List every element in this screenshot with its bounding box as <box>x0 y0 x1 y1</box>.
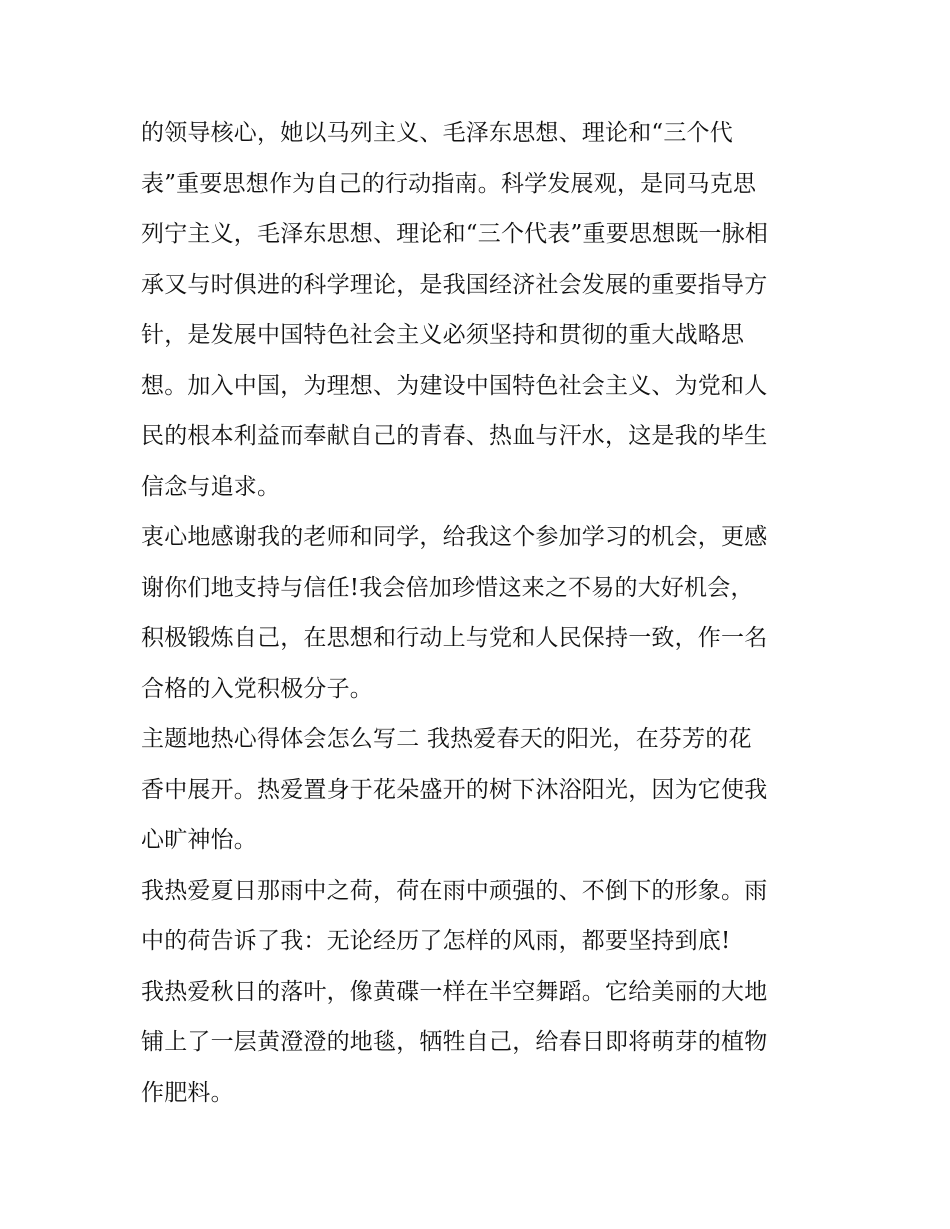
text-line: 表”重要思想作为自己的行动指南。科学发展观，是同马克思 <box>141 170 757 197</box>
text-line: 心旷神怡。 <box>141 827 257 853</box>
text-line: 我热爱秋日的落叶，像黄碟一样在半空舞蹈。它给美丽的大地 <box>141 978 768 1005</box>
text-line: 承又与时俱进的科学理论，是我国经济社会发展的重要指导方 <box>141 271 768 298</box>
text-line: 中的荷告诉了我：无论经历了怎样的风雨，都要坚持到底! <box>141 928 731 954</box>
text-line: 的领导核心，她以马列主义、毛泽东思想、理论和“三个代 <box>141 120 733 146</box>
text-line: 衷心地感谢我的老师和同学，给我这个参加学习的机会，更感 <box>141 524 768 550</box>
text-line: 针，是发展中国特色社会主义必须坚持和贯彻的重大战略思 <box>141 322 745 348</box>
text-line: 合格的入党积极分子。 <box>141 675 373 702</box>
text-line: 主题地热心得体会怎么写二 我热爱春天的阳光，在芬芳的花 <box>141 726 752 752</box>
text-line: 信念与追求。 <box>141 473 281 500</box>
text-line: 香中展开。热爱置身于花朵盛开的树下沐浴阳光，因为它使我 <box>141 776 768 803</box>
body-text <box>141 108 821 1118</box>
text-line: 作肥料。 <box>141 1079 234 1106</box>
text-line: 积极锻炼自己，在思想和行动上与党和人民保持一致，作一名 <box>141 625 768 651</box>
text-line: 我热爱夏日那雨中之荷，荷在雨中顽强的、不倒下的形象。雨 <box>141 877 768 904</box>
text-line: 谢你们地支持与信任!我会倍加珍惜这来之不易的大好机会， <box>141 574 754 601</box>
text-line: 列宁主义，毛泽东思想、理论和“三个代表”重要思想既一脉相 <box>141 221 769 247</box>
text-line: 铺上了一层黄澄澄的地毯，牺牲自己，给春日即将萌芽的植物 <box>141 1029 768 1055</box>
text-line: 想。加入中国，为理想、为建设中国特色社会主义、为党和人 <box>141 372 768 399</box>
text-line: 民的根本利益而奉献自己的青春、热血与汗水，这是我的毕生 <box>141 423 768 449</box>
